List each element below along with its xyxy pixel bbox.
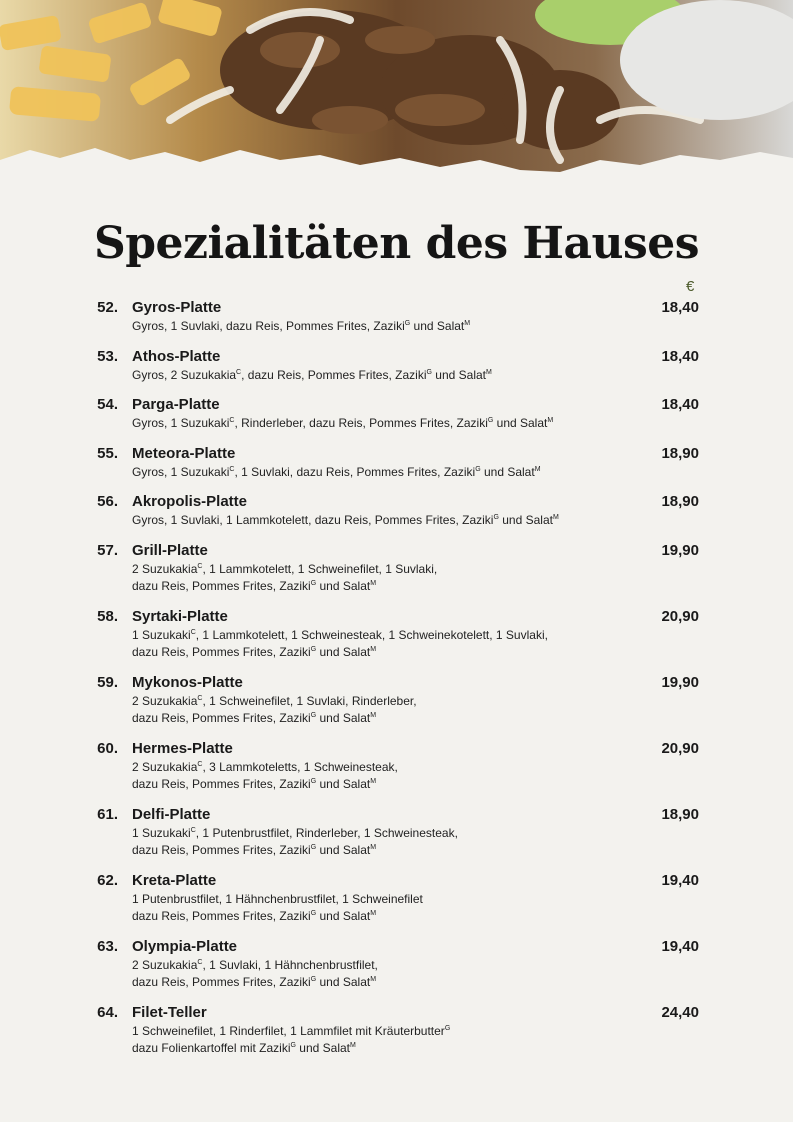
- item-name: Delfi-Platte: [132, 805, 211, 823]
- menu-item: [0, 607, 793, 662]
- description-text: und Salat: [316, 579, 371, 593]
- description-line: [132, 710, 652, 728]
- description-text: und Salat: [316, 711, 371, 725]
- item-description: [132, 891, 652, 926]
- description-line: [132, 561, 652, 579]
- description-text: und Salat: [480, 464, 535, 479]
- item-number: 53.: [97, 347, 118, 365]
- item-number: 55.: [97, 444, 118, 462]
- description-text: 2 Suzukakia: [132, 759, 198, 774]
- item-price: 20,90: [661, 739, 699, 757]
- allergen-code: G: [310, 778, 317, 785]
- description-line: [132, 759, 652, 777]
- item-number: 61.: [97, 805, 118, 823]
- description-line: [132, 627, 652, 645]
- item-number: 62.: [97, 871, 118, 889]
- menu-item-header: [0, 871, 793, 890]
- description-line: [132, 825, 652, 843]
- description-text: , 1 Putenbrustfilet, Rinderleber, 1 Schweinesteak,: [195, 825, 458, 840]
- description-text: Gyros, 1 Suvlaki, 1 Lammkotelett, dazu Reis, Pommes Frites, Zaziki: [132, 513, 494, 527]
- item-description: [132, 415, 652, 433]
- item-description: [132, 693, 652, 728]
- page-title: Spezialitäten des Hauses: [93, 218, 700, 269]
- allergen-code: G: [310, 910, 317, 917]
- item-name: Akropolis-Platte: [132, 493, 248, 510]
- item-name: Parga-Platte: [132, 396, 220, 413]
- item-price: 18,90: [661, 493, 699, 510]
- description-line: [132, 367, 652, 385]
- allergen-code: G: [310, 646, 317, 653]
- allergen-code: C: [197, 958, 203, 966]
- allergen-code: M: [370, 910, 377, 917]
- allergen-code: G: [310, 712, 317, 719]
- allergen-code: M: [547, 417, 554, 424]
- menu-item-header: [0, 298, 793, 317]
- description-text: und Salat: [431, 367, 486, 382]
- description-line: [132, 693, 652, 711]
- description-text: 1 Suzukaki: [132, 627, 191, 642]
- description-text: dazu Reis, Pommes Frites, Zaziki: [132, 843, 311, 857]
- description-line: [132, 1023, 652, 1041]
- menu-item-header: [0, 739, 793, 758]
- item-price: 18,40: [661, 347, 699, 365]
- allergen-code: M: [464, 320, 471, 327]
- description-text: 2 Suzukakia: [132, 561, 198, 576]
- item-number: 64.: [97, 1003, 118, 1021]
- item-description: [132, 464, 652, 482]
- item-name: Syrtaki-Platte: [132, 607, 228, 625]
- allergen-code: C: [197, 760, 203, 768]
- description-text: , 1 Suvlaki, dazu Reis, Pommes Frites, Zaziki: [234, 464, 476, 479]
- item-number: 56.: [97, 493, 118, 510]
- menu-item-header: [0, 805, 793, 824]
- allergen-code: M: [552, 514, 559, 521]
- allergen-code: M: [370, 844, 377, 851]
- menu-item: [0, 347, 793, 385]
- item-description: [132, 825, 652, 860]
- menu-item: [0, 805, 793, 860]
- item-description: [132, 367, 652, 385]
- description-text: und Salat: [316, 975, 371, 989]
- item-description: [132, 627, 652, 662]
- item-name: Grill-Platte: [132, 541, 208, 559]
- description-text: und Salat: [498, 513, 553, 527]
- item-description: [132, 957, 652, 992]
- allergen-code: M: [370, 778, 377, 785]
- allergen-code: M: [486, 368, 492, 376]
- description-text: Gyros, 1 Suvlaki, dazu Reis, Pommes Frites, Zaziki: [132, 319, 405, 333]
- item-price: 19,40: [661, 937, 699, 955]
- item-description: [132, 759, 652, 794]
- description-line: [132, 415, 652, 433]
- item-number: 57.: [97, 541, 118, 559]
- description-text: 1 Putenbrustfilet, 1 Hähnchenbrustfilet, 1 Schweinefilet: [132, 891, 423, 906]
- allergen-code: M: [350, 1042, 356, 1049]
- description-line: [132, 974, 652, 992]
- allergen-code: M: [534, 465, 541, 473]
- description-text: , 1 Lammkotelett, 1 Schweinesteak, 1 Schweinekotelett, 1 Suvlaki,: [195, 627, 548, 642]
- item-name: Meteora-Platte: [132, 444, 236, 462]
- description-text: , 1 Lammkotelett, 1 Schweinefilet, 1 Suvlaki,: [202, 561, 438, 576]
- item-number: 63.: [97, 937, 118, 955]
- allergen-code: M: [370, 580, 377, 587]
- menu-item: [0, 673, 793, 728]
- item-description: [132, 512, 652, 530]
- description-text: und Salat: [316, 843, 371, 857]
- allergen-code: G: [475, 465, 481, 473]
- description-line: [132, 512, 652, 530]
- menu-item-header: [0, 673, 793, 692]
- menu-item: [0, 1003, 793, 1058]
- menu-item: [0, 444, 793, 482]
- item-name: Hermes-Platte: [132, 739, 233, 757]
- item-number: 54.: [97, 396, 118, 413]
- menu-item-header: [0, 444, 793, 463]
- allergen-code: M: [370, 976, 377, 983]
- item-price: 18,40: [661, 299, 699, 316]
- menu-item: [0, 541, 793, 596]
- menu-item-header: [0, 937, 793, 956]
- description-line: [132, 464, 652, 482]
- item-price: 18,90: [661, 444, 699, 462]
- menu-item: [0, 492, 793, 530]
- allergen-code: C: [190, 628, 196, 636]
- description-text: und Salat: [410, 319, 465, 333]
- description-line: [132, 644, 652, 662]
- description-line: [132, 776, 652, 794]
- menu-item: [0, 395, 793, 433]
- menu-item: [0, 871, 793, 926]
- item-price: 18,90: [661, 805, 699, 823]
- description-text: Gyros, 2 Suzukakia: [132, 367, 237, 382]
- menu-item-header: [0, 395, 793, 414]
- currency-label: €: [686, 278, 695, 295]
- item-price: 20,90: [661, 607, 699, 625]
- menu-list: [0, 298, 793, 1069]
- description-text: und Salat: [316, 645, 371, 659]
- item-name: Gyros-Platte: [132, 299, 222, 316]
- description-text: 1 Suzukaki: [132, 825, 191, 840]
- allergen-code: M: [370, 646, 377, 653]
- allergen-code: C: [197, 694, 203, 702]
- item-price: 19,40: [661, 871, 699, 889]
- item-price: 19,90: [661, 541, 699, 559]
- allergen-code: G: [444, 1024, 451, 1032]
- description-line: [132, 957, 652, 975]
- item-price: 24,40: [661, 1003, 699, 1021]
- description-text: 1 Schweinefilet, 1 Rinderfilet, 1 Lammfilet mit Kräuterbutter: [132, 1023, 445, 1038]
- description-text: und Salat: [316, 777, 371, 791]
- description-line: [132, 842, 652, 860]
- description-line: [132, 908, 652, 926]
- description-text: Gyros, 1 Suzukaki: [132, 464, 230, 479]
- description-text: Gyros, 1 Suzukaki: [132, 416, 230, 430]
- item-price: 18,40: [661, 396, 699, 413]
- description-line: [132, 578, 652, 596]
- menu-item-header: [0, 347, 793, 366]
- allergen-code: G: [310, 844, 317, 851]
- description-text: dazu Reis, Pommes Frites, Zaziki: [132, 777, 311, 791]
- description-line: [132, 891, 652, 909]
- item-description: [132, 318, 652, 336]
- description-text: und Salat: [295, 1041, 351, 1055]
- description-text: und Salat: [493, 416, 548, 430]
- allergen-code: G: [290, 1042, 296, 1049]
- item-description: [132, 561, 652, 596]
- item-number: 59.: [97, 673, 118, 691]
- description-text: dazu Reis, Pommes Frites, Zaziki: [132, 975, 311, 989]
- allergen-code: M: [370, 712, 377, 719]
- description-text: , 1 Schweinefilet, 1 Suvlaki, Rinderleber,: [202, 693, 417, 708]
- menu-item-header: [0, 541, 793, 560]
- description-text: dazu Reis, Pommes Frites, Zaziki: [132, 909, 311, 923]
- allergen-code: G: [493, 514, 499, 521]
- allergen-code: G: [310, 580, 317, 587]
- description-text: , 3 Lammkoteletts, 1 Schweinesteak,: [202, 759, 398, 774]
- item-name: Olympia-Platte: [132, 937, 238, 955]
- menu-item: [0, 739, 793, 794]
- menu-item-header: [0, 1003, 793, 1022]
- menu-item: [0, 298, 793, 336]
- item-number: 60.: [97, 739, 118, 757]
- description-text: 2 Suzukakia: [132, 957, 198, 972]
- allergen-code: C: [229, 465, 235, 473]
- allergen-code: G: [487, 417, 494, 424]
- item-name: Athos-Platte: [132, 347, 221, 365]
- item-price: 19,90: [661, 673, 699, 691]
- description-text: , Rinderleber, dazu Reis, Pommes Frites, Zaziki: [234, 416, 488, 430]
- allergen-code: C: [229, 417, 235, 424]
- item-name: Mykonos-Platte: [132, 673, 243, 691]
- description-text: dazu Reis, Pommes Frites, Zaziki: [132, 711, 311, 725]
- menu-item-header: [0, 607, 793, 626]
- menu-item-header: [0, 492, 793, 511]
- description-text: 2 Suzukakia: [132, 693, 198, 708]
- description-text: dazu Folienkartoffel mit Zaziki: [132, 1041, 291, 1055]
- item-number: 58.: [97, 607, 118, 625]
- allergen-code: G: [310, 976, 317, 983]
- description-line: [132, 1040, 652, 1058]
- allergen-code: C: [236, 368, 242, 376]
- allergen-code: G: [404, 320, 411, 327]
- description-line: [132, 318, 652, 336]
- description-text: dazu Reis, Pommes Frites, Zaziki: [132, 645, 311, 659]
- item-number: 52.: [97, 299, 118, 316]
- description-text: und Salat: [316, 909, 371, 923]
- allergen-code: C: [190, 826, 196, 834]
- header-food-photo: [0, 0, 793, 190]
- item-name: Filet-Teller: [132, 1003, 207, 1021]
- menu-item: [0, 937, 793, 992]
- description-text: , 1 Suvlaki, 1 Hähnchenbrustfilet,: [202, 957, 378, 972]
- allergen-code: G: [426, 368, 432, 376]
- item-description: [132, 1023, 652, 1058]
- item-name: Kreta-Platte: [132, 871, 217, 889]
- allergen-code: C: [197, 562, 203, 570]
- description-text: dazu Reis, Pommes Frites, Zaziki: [132, 579, 311, 593]
- description-text: , dazu Reis, Pommes Frites, Zaziki: [241, 367, 427, 382]
